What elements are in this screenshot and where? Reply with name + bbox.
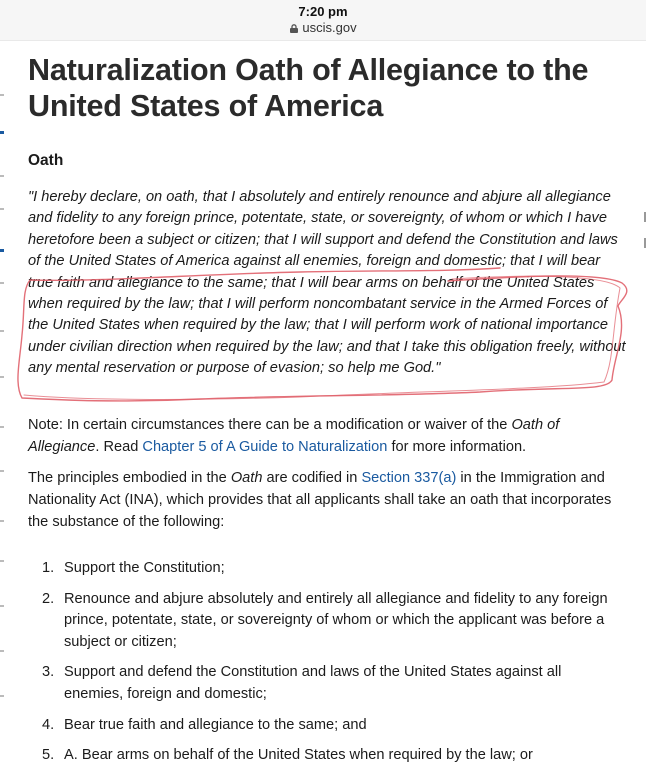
principles-suffix: in the Immigration and Nationality Act (INA), which provides that all applicants shall take an oath that incorporates the substance of the following: [28,470,612,530]
list-item-text: Support the Constitution; [64,560,225,576]
note-oath-term: Oath of Allegiance [28,417,560,455]
principles-paragraph [28,468,628,533]
note-prefix: Note: In certain circumstances there can be a modification or waiver of the [28,417,512,433]
list-item-text: Renounce and abjure absolutely and entirely all allegiance and fidelity to any foreign prince, potentate, state, or sovereignty of whom or which the applicant was before a subject or citizen; [64,590,608,650]
list-item [28,745,624,767]
lock-icon [289,24,299,33]
browser-status-bar [0,0,646,41]
list-item-text: Bear true faith and allegiance to the same; and [64,716,367,733]
list-item-text: Support and defend the Constitution and laws of the United States against all enemies, foreign and domestic; [64,664,562,702]
side-nav-edge-mark [0,470,4,472]
principles-middle: are codified in [262,470,362,486]
side-nav-edge-mark [0,376,4,378]
status-time: 7:20 pm [298,4,348,19]
guide-chapter-link[interactable]: Chapter 5 of A Guide to Naturalization [142,439,388,455]
list-number: 4. [42,716,55,733]
side-nav-edge-mark [0,605,4,607]
list-number: 1. [42,560,55,576]
side-nav-edge-mark [0,520,4,522]
list-item [28,558,624,580]
side-nav-edge-mark [0,175,4,177]
side-nav-edge-mark [0,695,4,697]
note-paragraph [28,414,628,458]
note-middle: . Read [95,439,143,455]
list-number: 2. [42,590,55,607]
address-bar[interactable] [0,20,646,35]
list-item [28,715,624,737]
side-nav-edge-mark [0,94,4,96]
side-nav-edge-mark [0,208,4,210]
side-nav-edge-mark [0,249,4,252]
section-337a-link[interactable]: Section 337(a) [361,470,457,486]
list-item-text: A. Bear arms on behalf of the United States when required by the law; or [64,747,533,764]
list-item [28,589,624,654]
address-url: uscis.gov [302,20,357,35]
principles-oath-term: Oath [230,470,263,486]
list-number: 3. [42,664,55,681]
side-nav-edge-mark [0,330,4,332]
oath-principles-list [28,558,624,776]
side-nav-edge-mark [0,560,4,562]
list-number: 5. [42,747,55,764]
note-suffix: for more information. [387,439,527,455]
principles-prefix: The principles embodied in the [28,470,231,486]
section-heading-oath: Oath [28,152,64,169]
list-item [28,662,624,705]
side-nav-edge-mark [0,131,4,134]
page-title: Naturalization Oath of Allegiance to the United States of America [28,53,589,123]
side-nav-edge-mark [0,426,4,428]
side-nav-edge-mark [0,282,4,284]
side-nav-edge-mark [0,650,4,652]
oath-quote: "I hereby declare, on oath, that I absolutely and entirely renounce and abjure all allegiance and fidelity to any foreign prince, potentate, state, or sovereignty, of whom or which I have heretofore been a subject or citizen; that I will support and defend the Constitution and laws of the United States of America against all enemies, foreign and domestic; that I will bear true faith and allegiance to the same; that I will bear arms on behalf of the United States when required by the law; that I will perform noncombatant service in the Armed Forces of the United States when required by the law; that I will perform work of national importance under civilian direction when required by the law; and that I take this obligation freely, without any mental reservation or purpose of evasion; so help me God." [28,189,626,377]
main-content [28,52,626,764]
